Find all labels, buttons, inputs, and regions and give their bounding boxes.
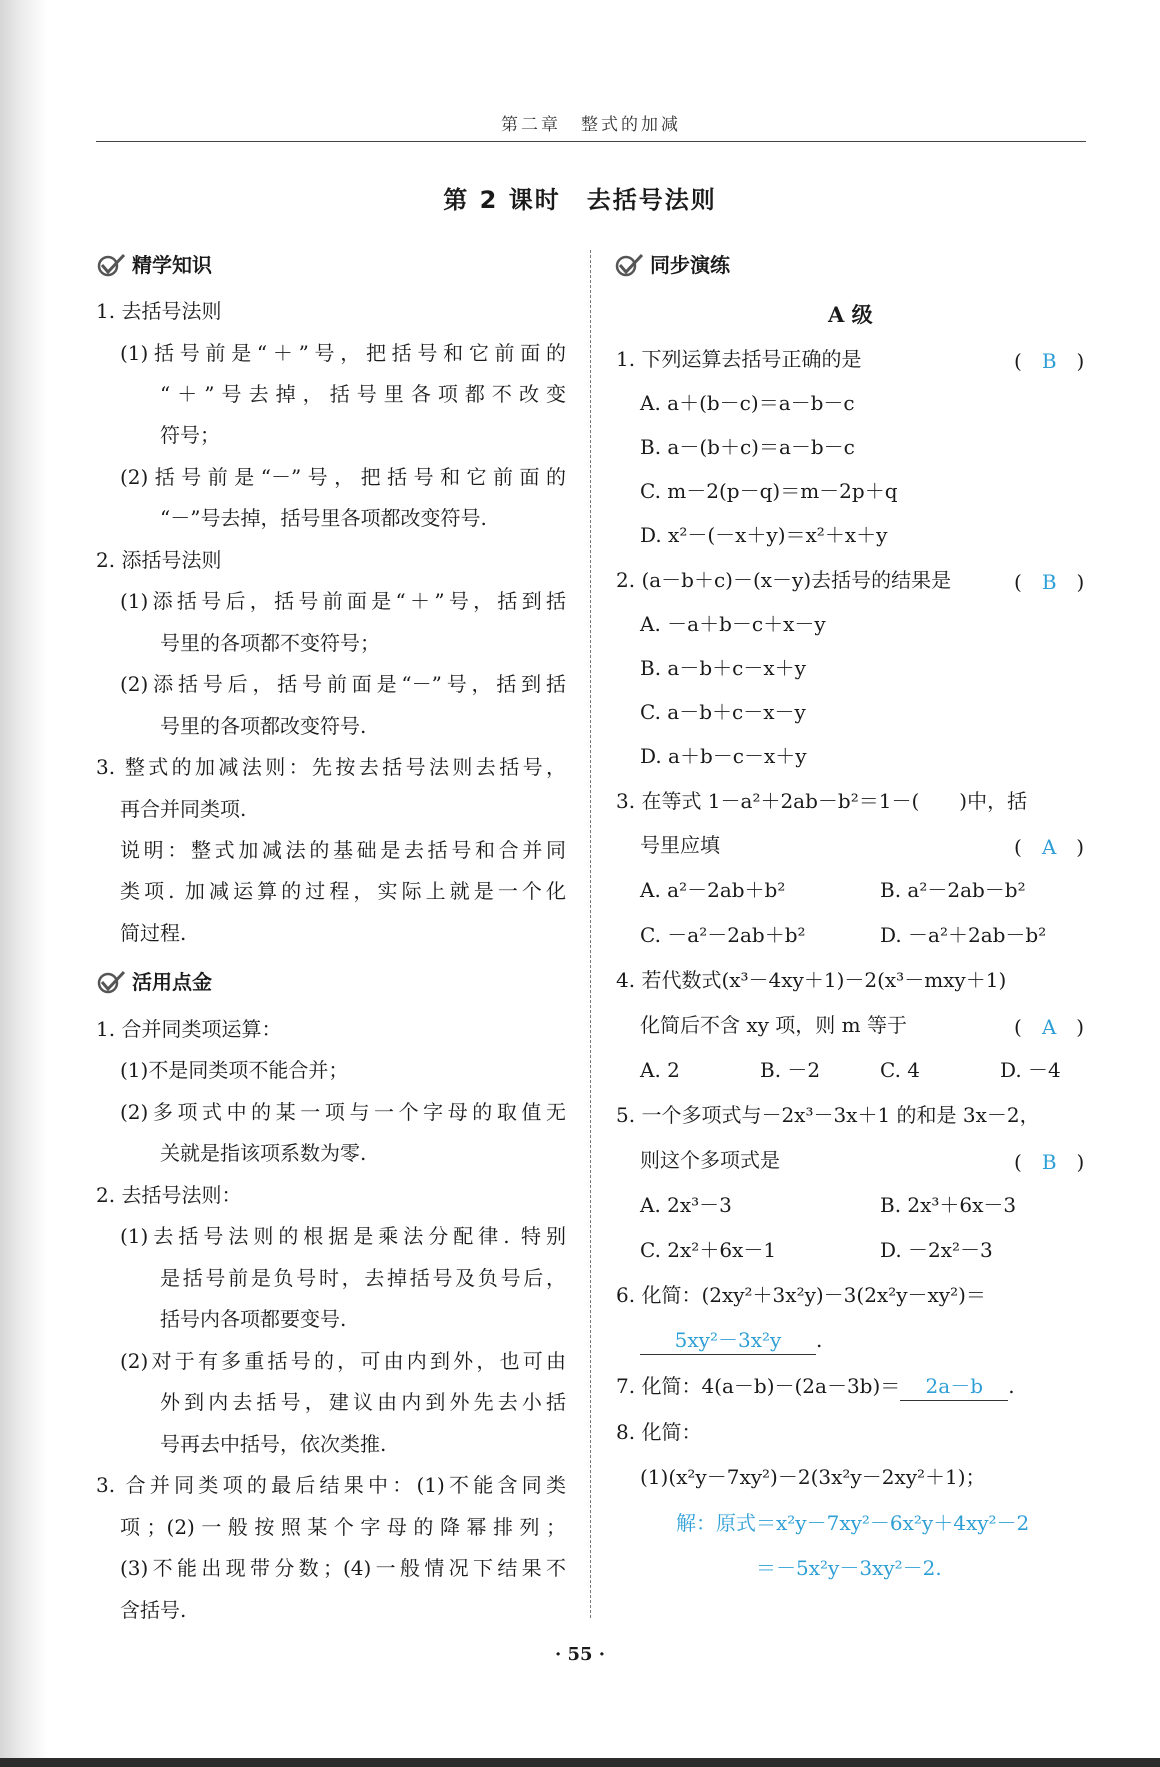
q5-stem: 5. 一个多项式与－2x³－3x＋1 的和是 3x－2， xyxy=(616,1103,1040,1127)
q2-option-b: B. a－b＋c－x＋y xyxy=(640,656,806,680)
left-line-22: (1)去括号法则的根据是乘法分配律. 特别 xyxy=(120,1224,566,1248)
q4-stem: 4. 若代数式(x³－4xy＋1)－2(x³－mxy＋1) xyxy=(616,968,1007,992)
q6-answer-blank: 5xy²－3x²y xyxy=(640,1326,816,1355)
left-line-30: (3)不能出现带分数；(4)一般情况下结果不 xyxy=(120,1556,566,1580)
left-line-25: (2)对于有多重括号的，可由内到外，也可由 xyxy=(120,1349,566,1373)
q2-option-d: D. a＋b－c－x＋y xyxy=(640,744,807,768)
q3-option-a: A. a²－2ab＋b² xyxy=(640,878,786,902)
left-line-4: 符号； xyxy=(160,423,220,447)
q1-answer: B xyxy=(1041,349,1057,373)
q2-answer: B xyxy=(1041,570,1057,594)
left-line-23: 是括号前是负号时，去掉括号及负号后， xyxy=(160,1266,566,1290)
q5-option-c: C. 2x²＋6x－1 xyxy=(640,1238,777,1262)
q6-stem: 6. 化简：(2xy²＋3x²y)－3(2x²y－xy²)＝ xyxy=(616,1283,986,1307)
level-label: A 级 xyxy=(828,302,873,327)
q4-option-b: B. －2 xyxy=(760,1058,821,1082)
left-line-26: 外到内去括号，建议由内到外先去小括 xyxy=(160,1390,566,1414)
left-line-12: 3. 整式的加减法则：先按去括号法则去括号， xyxy=(96,755,566,779)
left-line-7: 2. 添括号法则 xyxy=(96,548,222,572)
q5-stem-2: 则这个多项式是 xyxy=(640,1148,780,1172)
header-rule xyxy=(96,141,1086,142)
q1-option-b: B. a－(b＋c)＝a－b－c xyxy=(640,435,855,459)
q8-solution-2: ＝－5x²y－3xy²－2. xyxy=(756,1556,942,1580)
left-line-11: 号里的各项都改变符号. xyxy=(160,714,367,738)
q1-option-c: C. m－2(p－q)＝m－2p＋q xyxy=(640,479,898,503)
section-title-practice: 同步演练 xyxy=(650,253,730,277)
q3-option-d: D. －a²＋2ab－b² xyxy=(880,923,1047,947)
q5-option-b: B. 2x³＋6x－3 xyxy=(880,1193,1017,1217)
left-line-29: 项；(2)一般按照某个字母的降幂排列； xyxy=(120,1515,566,1539)
q3-option-c: C. －a²－2ab＋b² xyxy=(640,923,806,947)
check-circle-icon xyxy=(614,252,644,278)
q1-option-d: D. x²－(－x＋y)＝x²＋x＋y xyxy=(640,523,888,547)
q5-answer-paren: ( B ) xyxy=(1014,1150,1085,1174)
left-line-21: 2. 去括号法则： xyxy=(96,1183,242,1207)
q1-option-a: A. a＋(b－c)＝a－b－c xyxy=(640,391,855,415)
q1-answer-paren: ( B ) xyxy=(1014,349,1085,373)
q3-option-b: B. a²－2ab－b² xyxy=(880,878,1026,902)
section-title-tips: 活用点金 xyxy=(132,970,212,994)
q5-option-d: D. －2x²－3 xyxy=(880,1238,993,1262)
q8-solution-1: 解：原式＝x²y－7xy²－6x²y＋4xy²－2 xyxy=(676,1511,1030,1535)
q6-answer-line: 5xy²－3x²y . xyxy=(640,1326,822,1355)
left-line-31: 含括号. xyxy=(120,1598,187,1622)
section-title-knowledge: 精学知识 xyxy=(132,253,212,277)
page-number: · 55 · xyxy=(554,1644,606,1665)
q2-option-c: C. a－b＋c－x－y xyxy=(640,700,806,724)
q7-stem-line: 7. 化简：4(a－b)－(2a－3b)＝ 2a－b . xyxy=(616,1372,1015,1401)
left-line-27: 号再去中括号，依次类推. xyxy=(160,1432,387,1456)
check-circle-icon xyxy=(96,252,126,278)
q3-answer: A xyxy=(1041,835,1057,859)
left-line-20: 关就是指该项系数为零. xyxy=(160,1141,367,1165)
left-line-19: (2)多项式中的某一项与一个字母的取值无 xyxy=(120,1100,566,1124)
left-line-17: 1. 合并同类项运算： xyxy=(96,1017,282,1041)
q1-stem: 1. 下列运算去括号正确的是 xyxy=(616,347,862,371)
q4-option-c: C. 4 xyxy=(880,1058,921,1082)
column-divider xyxy=(590,250,591,1618)
left-line-6: “－”号去掉，括号里各项都改变符号. xyxy=(160,506,487,530)
chapter-header: 第二章 整式的加减 xyxy=(501,115,681,135)
scan-shadow xyxy=(0,0,48,1767)
q2-stem: 2. (a－b＋c)－(x－y)去括号的结果是 xyxy=(616,568,952,592)
q4-option-a: A. 2 xyxy=(640,1058,680,1082)
check-circle-icon xyxy=(96,969,126,995)
left-line-10: (2)添括号后，括号前面是“－”号，括到括 xyxy=(120,672,566,696)
q5-answer: B xyxy=(1041,1150,1057,1174)
q7-answer-blank: 2a－b xyxy=(900,1372,1008,1401)
q4-stem-2: 化简后不含 xy 项，则 m 等于 xyxy=(640,1013,907,1037)
left-line-1: 1. 去括号法则 xyxy=(96,299,222,323)
left-line-18: (1)不是同类项不能合并； xyxy=(120,1058,349,1082)
q7-stem: 7. 化简：4(a－b)－(2a－3b)＝ xyxy=(616,1374,901,1398)
q4-option-d: D. －4 xyxy=(1000,1058,1061,1082)
left-line-28: 3. 合并同类项的最后结果中：(1)不能含同类 xyxy=(96,1473,566,1497)
left-line-9: 号里的各项都不变符号； xyxy=(160,631,380,655)
q3-answer-paren: ( A ) xyxy=(1014,835,1085,859)
q8-stem: 8. 化简： xyxy=(616,1420,702,1444)
left-line-13: 再合并同类项. xyxy=(120,797,247,821)
left-line-16: 简过程. xyxy=(120,921,187,945)
lesson-title: 第 2 课时 去括号法则 xyxy=(443,186,717,214)
q4-answer: A xyxy=(1041,1015,1057,1039)
left-line-2: (1)括号前是“＋”号，把括号和它前面的 xyxy=(120,341,566,365)
q8-sub-1: (1)(x²y－7xy²)－2(3x²y－2xy²＋1)； xyxy=(640,1465,986,1489)
scan-bottom-edge xyxy=(0,1758,1160,1767)
q2-answer-paren: ( B ) xyxy=(1014,570,1085,594)
q2-option-a: A. －a＋b－c＋x－y xyxy=(640,612,826,636)
left-line-8: (1)添括号后，括号前面是“＋”号，括到括 xyxy=(120,589,566,613)
left-line-24: 括号内各项都要变号. xyxy=(160,1307,347,1331)
q3-stem-2: 号里应填 xyxy=(640,833,720,857)
left-line-15: 类项. 加减运算的过程，实际上就是一个化 xyxy=(120,879,566,903)
q4-answer-paren: ( A ) xyxy=(1014,1015,1085,1039)
q5-option-a: A. 2x³－3 xyxy=(640,1193,732,1217)
left-line-14: 说明：整式加减法的基础是去括号和合并同 xyxy=(120,838,566,862)
left-line-5: (2)括号前是“－”号，把括号和它前面的 xyxy=(120,465,566,489)
left-line-3: “＋”号去掉，括号里各项都不改变 xyxy=(160,382,566,406)
q3-stem: 3. 在等式 1－a²＋2ab－b²＝1－( )中，括 xyxy=(616,789,1028,813)
